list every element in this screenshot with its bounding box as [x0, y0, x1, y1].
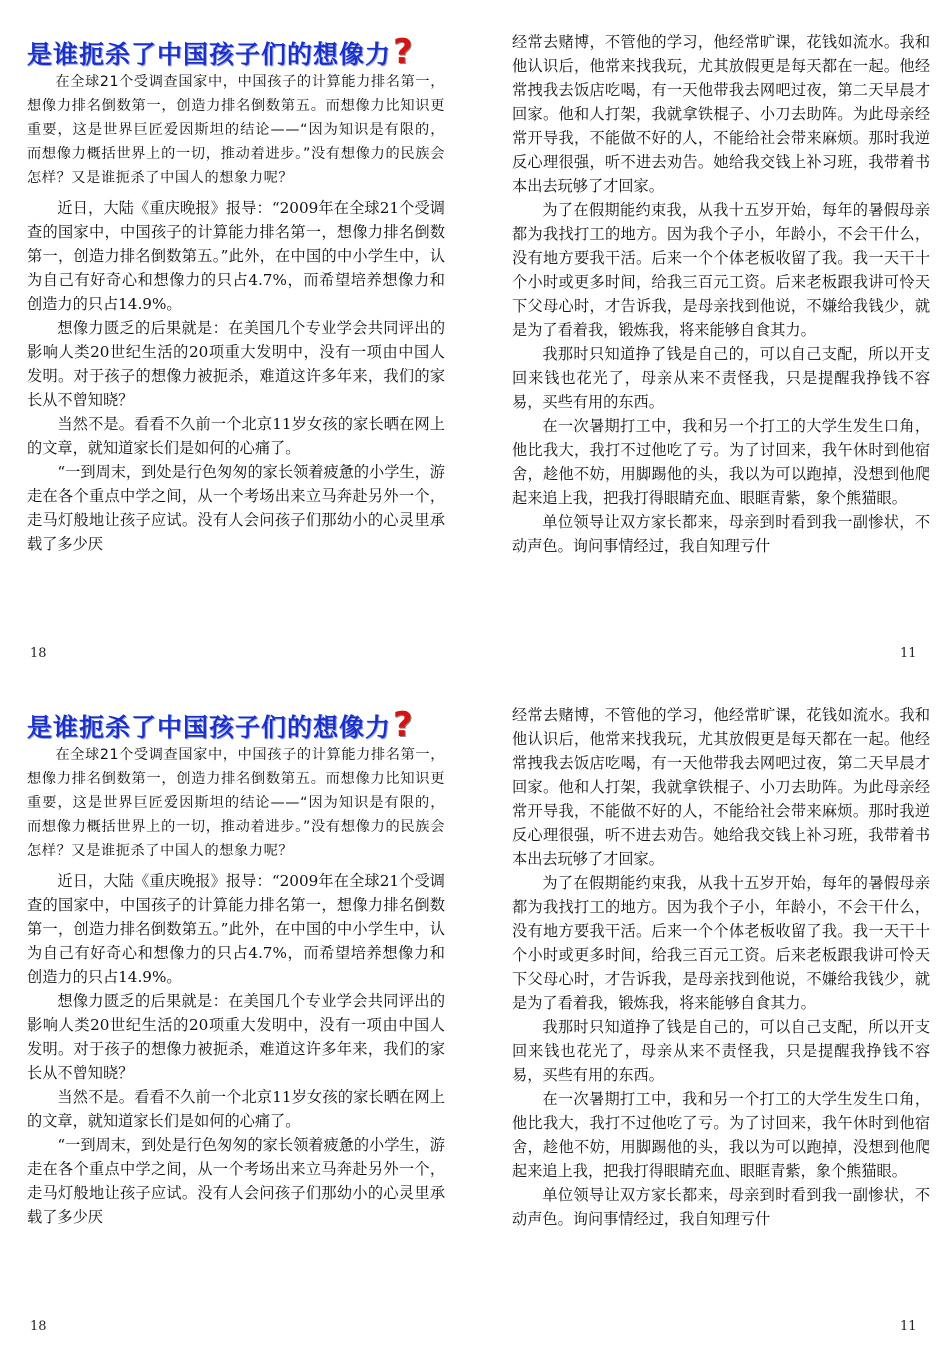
left-paragraph: 近日，大陆《重庆晚报》报导：“2009年在全球21个受调查的国家中，中国孩子的计算能力排名第一，想像力排名倒数第一，创造力排名倒数第五。”此外，在中国的中小学生中，认为自己有好奇心和想像力的只占4.7%，而希望培养想像力和创造力的只占14.9%。 — [27, 872, 445, 986]
intro-paragraph: 在全球21个受调查国家中，中国孩子的计算能力排名第一，想像力排名倒数第一，创造力排名倒数第五。而想像力比知识更重要，这是世界巨匠爱因斯坦的结论——“因为知识是有限的，而想像力概括世界上的一切，推动着进步。”没有想像力的民族会怎样？又是谁扼杀了中国人的想象力呢？ — [27, 74, 445, 186]
page-number-right: 11 — [900, 1319, 917, 1334]
right-paragraph: 我那时只知道挣了钱是自己的，可以自己支配，所以开支回来钱也花光了，母亲从来不责怪我，只是提醒我挣钱不容易，买些有用的东西。 — [512, 345, 930, 411]
left-paragraph: 近日，大陆《重庆晚报》报导：“2009年在全球21个受调查的国家中，中国孩子的计算能力排名第一，想像力排名倒数第一，创造力排名倒数第五。”此外，在中国的中小学生中，认为自己有好奇心和想像力的只占4.7%，而希望培养想像力和创造力的只占14.9%。 — [27, 199, 445, 313]
right-paragraph: 在一次暑期打工中，我和另一个打工的大学生发生口角，他比我大，我打不过他吃了亏。为了讨回来，我午休时到他宿舍，趁他不妨，用脚踢他的头，我以为可以跑掉，没想到他爬起来追上我，把我打得眼睛充血、眼眶青紫，象个熊猫眼。 — [512, 1090, 930, 1180]
page-number-right: 11 — [900, 646, 917, 661]
article-title — [27, 32, 445, 70]
right-paragraph-continued: 经常去赌博，不管他的学习，他经常旷课，花钱如流水。我和他认识后，他常来找我玩，尤其放假更是每天都在一起。他经常拽我去饭店吃喝，有一天他带我去网吧过夜，第二天早晨才回家。他和人打架，我就拿铁棍子、小刀去助阵。为此母亲经常开导我，不能做不好的人，不能给社会带来麻烦。那时我逆反心理很强，听不进去劝告。她给我交钱上补习班，我带着书本出去玩够了才回家。 — [512, 33, 930, 195]
left-paragraph: “一到周末，到处是行色匆匆的家长领着疲惫的小学生，游走在各个重点中学之间，从一个考场出来立马奔赴另外一个，走马灯般地让孩子应试。没有人会问孩子们那幼小的心灵里承载了多少厌 — [27, 1136, 445, 1226]
page-spread-top — [0, 0, 950, 672]
left-column — [27, 703, 445, 1229]
right-paragraph: 单位领导让双方家长都来，母亲到时看到我一副惨状，不动声色。询问事情经过，我自知理亏什 — [512, 513, 930, 555]
question-mark-icon: ? — [393, 705, 414, 745]
left-paragraph: 想像力匮乏的后果就是：在美国几个专业学会共同评出的影响人类20世纪生活的20项重大发明中，没有一项由中国人发明。对于孩子的想像力被扼杀，难道这许多年来，我们的家长从不曾知晓？ — [27, 319, 445, 409]
left-paragraph: “一到周末，到处是行色匆匆的家长领着疲惫的小学生，游走在各个重点中学之间，从一个考场出来立马奔赴另外一个，走马灯般地让孩子应试。没有人会问孩子们那幼小的心灵里承载了多少厌 — [27, 463, 445, 553]
right-paragraph-continued: 经常去赌博，不管他的学习，他经常旷课，花钱如流水。我和他认识后，他常来找我玩，尤其放假更是每天都在一起。他经常拽我去饭店吃喝，有一天他带我去网吧过夜，第二天早晨才回家。他和人打架，我就拿铁棍子、小刀去助阵。为此母亲经常开导我，不能做不好的人，不能给社会带来麻烦。那时我逆反心理很强，听不进去劝告。她给我交钱上补习班，我带着书本出去玩够了才回家。 — [512, 706, 930, 868]
right-paragraph: 在一次暑期打工中，我和另一个打工的大学生发生口角，他比我大，我打不过他吃了亏。为了讨回来，我午休时到他宿舍，趁他不妨，用脚踢他的头，我以为可以跑掉，没想到他爬起来追上我，把我打得眼睛充血、眼眶青紫，象个熊猫眼。 — [512, 417, 930, 507]
page-number-left: 18 — [30, 1319, 47, 1334]
question-mark-icon: ? — [393, 32, 414, 72]
right-paragraph: 为了在假期能约束我，从我十五岁开始，每年的暑假母亲都为我找打工的地方。因为我个子小，年龄小，不会干什么，没有地方要我干活。后来一个个体老板收留了我。我一天干十个小时或更多时间，给我三百元工资。后来老板跟我讲可怜天下父母心时，才告诉我，是母亲找到他说，不嫌给我钱少，就是为了看着我，锻炼我，将来能够自食其力。 — [512, 201, 930, 339]
article-title — [27, 705, 445, 743]
right-paragraph: 我那时只知道挣了钱是自己的，可以自己支配，所以开支回来钱也花光了，母亲从来不责怪我，只是提醒我挣钱不容易，买些有用的东西。 — [512, 1018, 930, 1084]
intro-paragraph: 在全球21个受调查国家中，中国孩子的计算能力排名第一，想像力排名倒数第一，创造力排名倒数第五。而想像力比知识更重要，这是世界巨匠爱因斯坦的结论——“因为知识是有限的，而想像力概括世界上的一切，推动着进步。”没有想像力的民族会怎样？又是谁扼杀了中国人的想象力呢？ — [27, 747, 445, 859]
page-spread-bottom — [0, 673, 950, 1345]
left-column — [27, 30, 445, 556]
left-paragraph: 想像力匮乏的后果就是：在美国几个专业学会共同评出的影响人类20世纪生活的20项重大发明中，没有一项由中国人发明。对于孩子的想像力被扼杀，难道这许多年来，我们的家长从不曾知晓？ — [27, 992, 445, 1082]
right-column — [512, 703, 930, 1231]
page-number-left: 18 — [30, 646, 47, 661]
right-column — [512, 30, 930, 558]
title-text: 是谁扼杀了中国孩子们的想像力 — [27, 40, 392, 69]
left-paragraph: 当然不是。看看不久前一个北京11岁女孩的家长晒在网上的文章，就知道家长们是如何的心痛了。 — [27, 1088, 445, 1130]
right-paragraph: 单位领导让双方家长都来，母亲到时看到我一副惨状，不动声色。询问事情经过，我自知理亏什 — [512, 1186, 930, 1228]
left-paragraph: 当然不是。看看不久前一个北京11岁女孩的家长晒在网上的文章，就知道家长们是如何的心痛了。 — [27, 415, 445, 457]
right-paragraph: 为了在假期能约束我，从我十五岁开始，每年的暑假母亲都为我找打工的地方。因为我个子小，年龄小，不会干什么，没有地方要我干活。后来一个个体老板收留了我。我一天干十个小时或更多时间，给我三百元工资。后来老板跟我讲可怜天下父母心时，才告诉我，是母亲找到他说，不嫌给我钱少，就是为了看着我，锻炼我，将来能够自食其力。 — [512, 874, 930, 1012]
title-text: 是谁扼杀了中国孩子们的想像力 — [27, 713, 392, 742]
